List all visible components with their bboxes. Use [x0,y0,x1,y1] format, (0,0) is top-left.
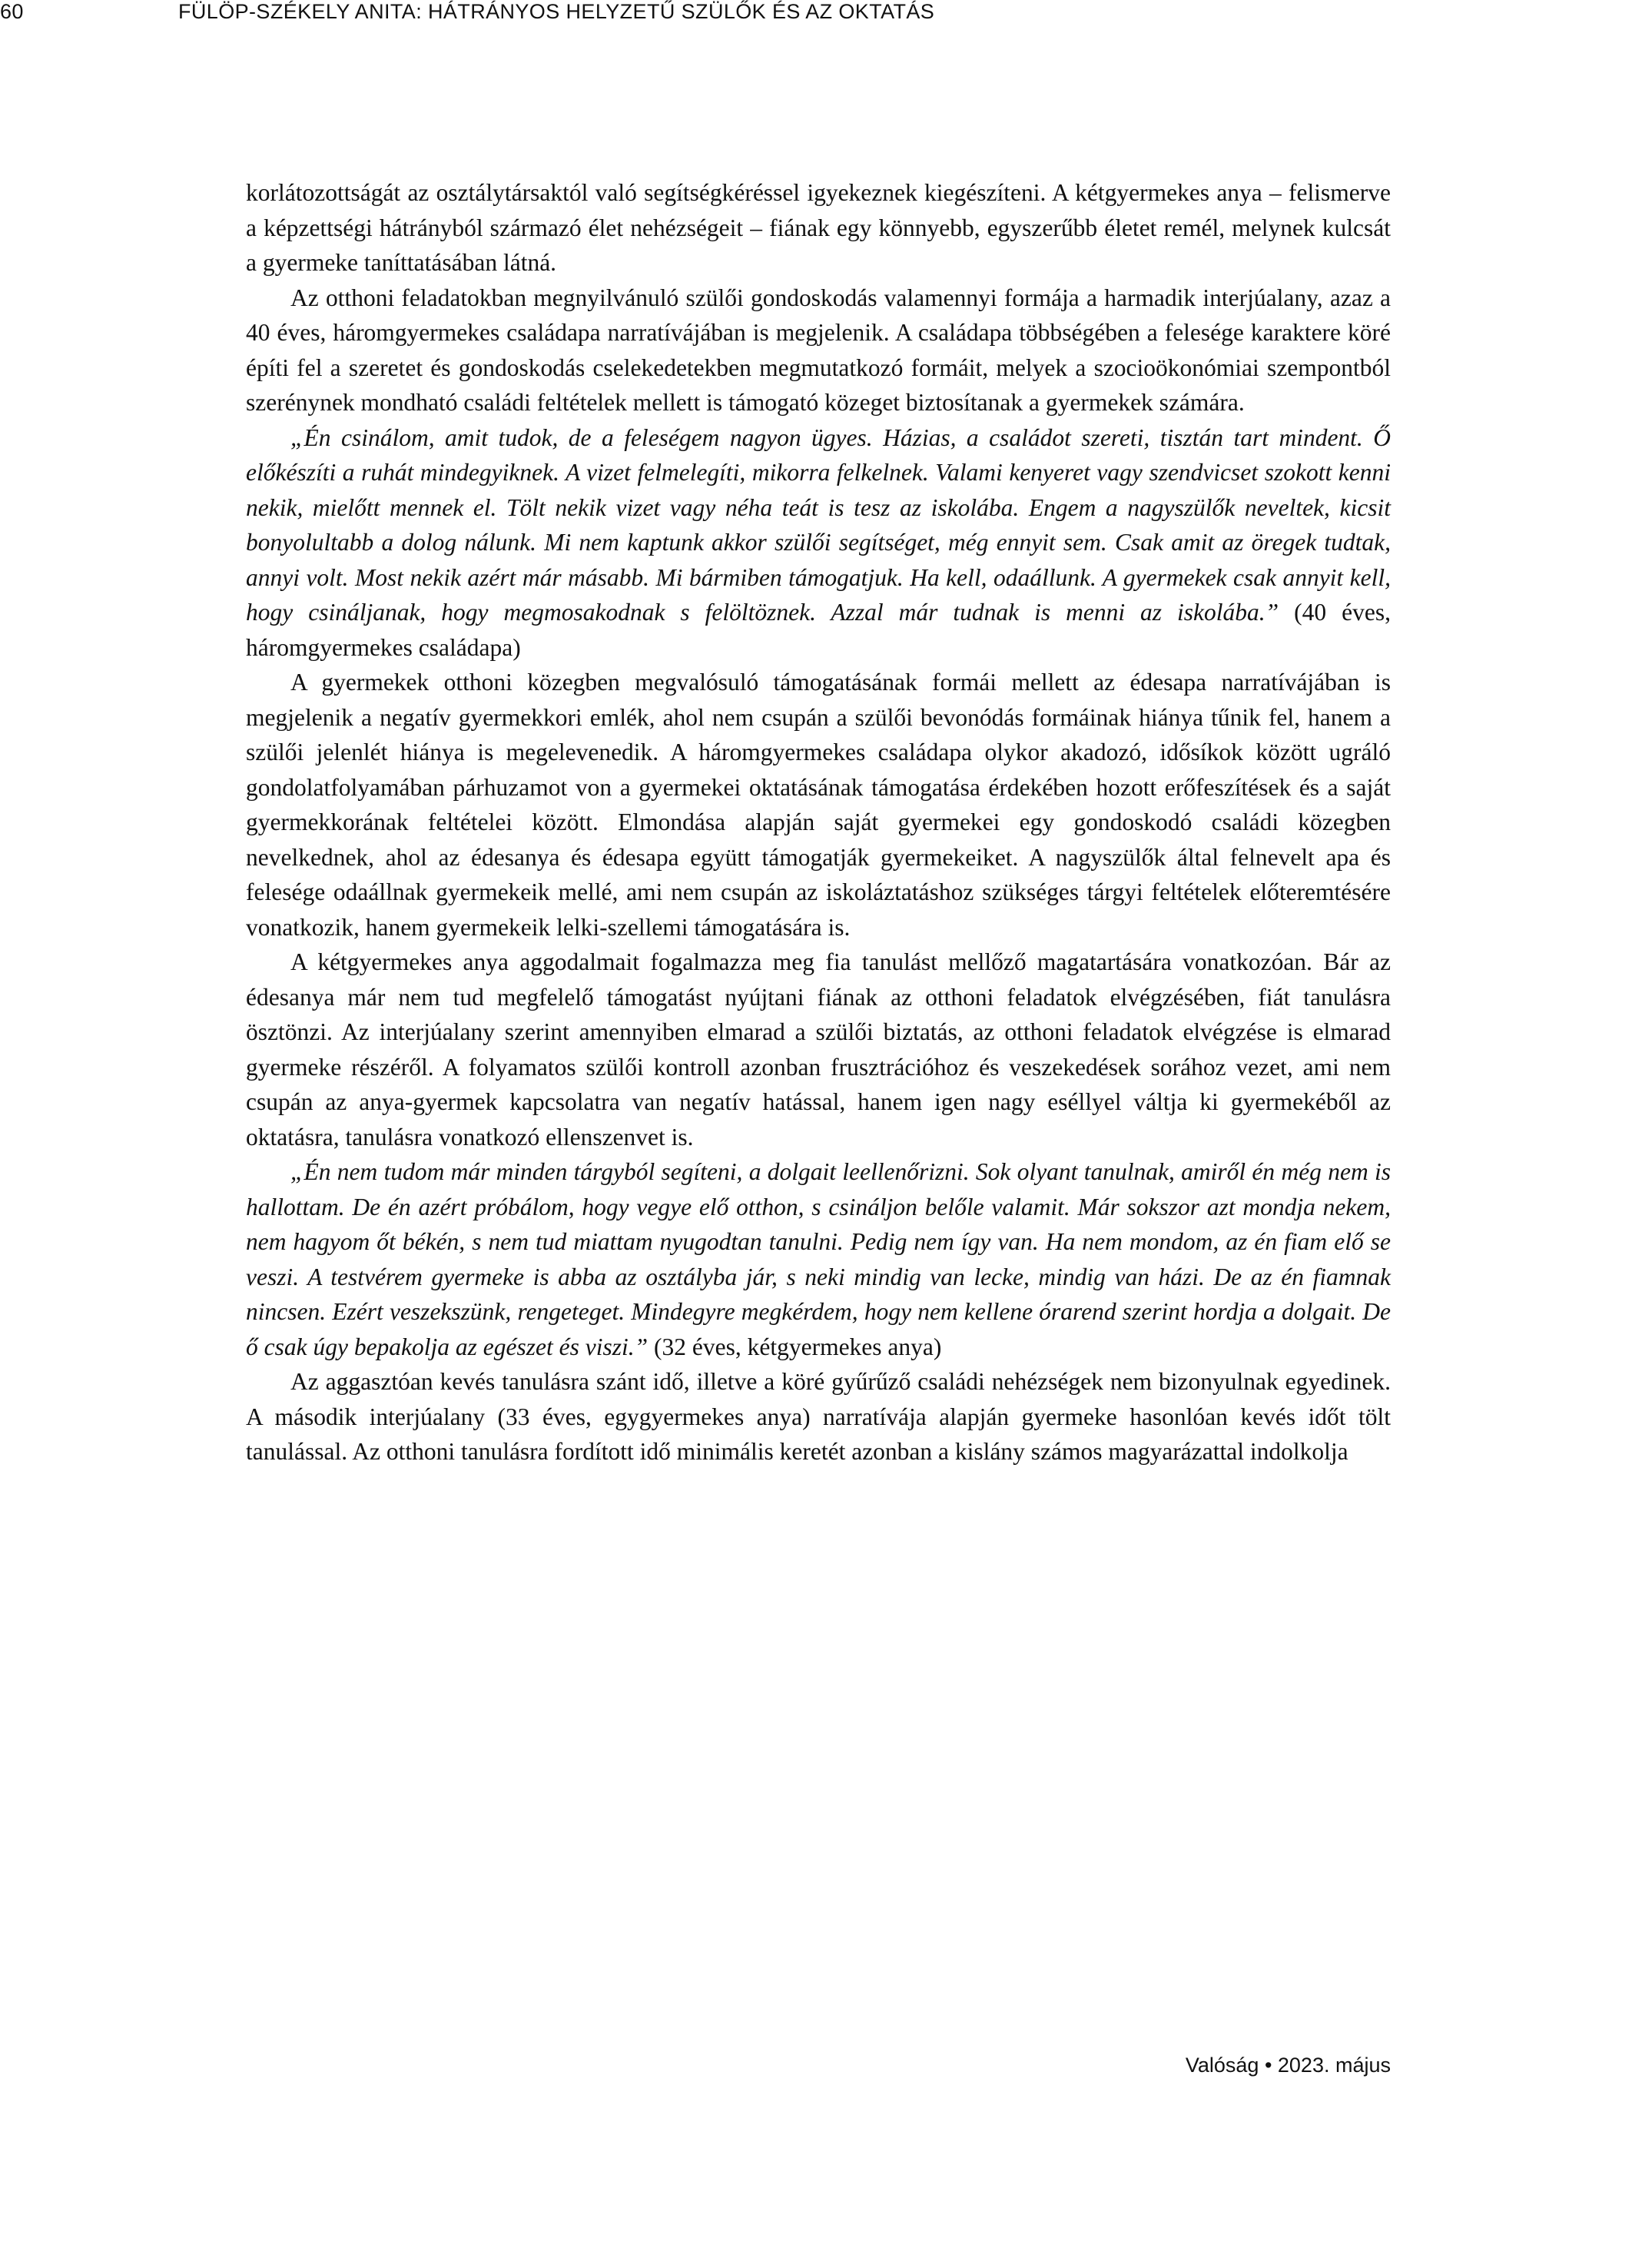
paragraph-1: korlátozottságát az osztálytársaktól való segítségkéréssel igyekeznek kiegészíteni. A kétgyermekes anya – felismerve a képzettségi hátrányból származó élet nehézségeit – fiának egy könnyebb, egyszerűbb életet remél, melynek kulcsát a gyermeke taníttatásában látná. [246,179,1391,276]
quotation-1-text: „Én csinálom, amit tudok, de a feleségem nagyon ügyes. Házias, a családot szereti, tisztán tart mindent. Ő előkészíti a ruhát mindegyiknek. A vizet felmelegíti, mikorra felkelnek. Valami kenyeret vagy szendvicset szokott kenni nekik, mielőtt mennek el. Tölt nekik vizet vagy néha teát is tesz az iskolába. Engem a nagyszülők neveltek, kicsit bonyolultabb a dolog nálunk. Mi nem kaptunk akkor szülői segítséget, még ennyit sem. Csak amit az öregek tudtak, annyi volt. Most nekik azért már másabb. Mi bármiben támogatjuk. Ha kell, odaállunk. A gyermekek csak annyit kell, hogy csináljanak, hogy megmosakodnak s felöltöznek. Azzal már tudnak is menni az iskolába.” [246,423,1391,626]
running-title: FÜLÖP-SZÉKELY ANITA: HÁTRÁNYOS HELYZETŰ SZÜLŐK ÉS AZ OKTATÁS [178,0,935,23]
quotation-2-text: „Én nem tudom már minden tárgyból segíteni, a dolgait leellenőrizni. Sok olyant tanulnak, amiről én még nem is hallottam. De én azért próbálom, hogy vegye elő otthon, s csináljon belőle valamit. Már sokszor azt mondja nekem, nem hagyom őt békén, s nem tud miattam nyugodtan tanulni. Pedig nem így van. Ha nem mondom, az én fiam elő se veszi. A testvérem gyermeke is abba az osztályba jár, s neki mindig van lecke, mindig van házi. De az én fiamnak nincsen. Ezért veszekszünk, rengeteget. Mindegyre megkérdem, hogy nem kellene órarend szerint hordja a dolgait. De ő csak úgy bepakolja az egészet és viszi.” [246,1158,1391,1360]
paragraph-5: Az aggasztóan kevés tanulásra szánt idő, illetve a köré gyűrűző családi nehézségek nem bizonyulnak egyedinek. A második interjúalany (33 éves, egygyermekes anya) narratívája alapján gyermeke hasonlóan kevés időt tölt tanulással. Az otthoni tanulásra fordított idő minimális keretét azonban a kislány számos magyarázattal indolkolja [246,1368,1391,1465]
running-head [0,0,1632,24]
paragraph-4: A kétgyermekes anya aggodalmait fogalmazza meg fia tanulást mellőző magatartására vonatkozóan. Bár az édesanya már nem tud megfelelő támogatást nyújtani fiának az otthoni feladatok elvégzésében, fiát tanulásra ösztönzi. Az interjúalany szerint amennyiben elmarad a szülői biztatás, az otthoni feladatok elvégzése is elmarad gyermeke részéről. A folyamatos szülői kontroll azonban frusztrációhoz és veszekedések sorához vezet, ami nem csupán az anya-gyermek kapcsolatra van negatív hatással, hanem igen nagy eséllyel váltja ki gyermekéből az oktatásra, tanulásra vonatkozó ellenszenvet is. [246,948,1391,1151]
page-footer: Valóság • 2023. május [1185,2054,1391,2077]
body-text [246,175,1391,1469]
paragraph-2: Az otthoni feladatokban megnyilvánuló szülői gondoskodás valamennyi formája a harmadik interjúalany, azaz a 40 éves, háromgyermekes családapa narratívájában is megjelenik. A családapa többségében a felesége karaktere köré építi fel a szeretet és gondoskodás cselekedetekben megmutatkozó formáit, melyek a szocioökonómiai szempontból szerénynek mondható családi feltételek mellett is támogató közeget biztosítanak a gyermekek számára. [246,284,1391,416]
quotation-2 [246,1154,1391,1364]
paragraph-3: A gyermekek otthoni közegben megvalósuló támogatásának formái mellett az édesapa narratívájában is megjelenik a negatív gyermekkori emlék, ahol nem csupán a szülői bevonódás formáinak hiánya tűnik fel, hanem a szülői jelenlét hiánya is megelevenedik. A háromgyermekes családapa olykor akadozó, idősíkok között ugráló gondolatfolyamában párhuzamot von a gyermekei oktatásának támogatása érdekében hozott erőfeszítések és a saját gyermekkorának feltételei között. Elmondása alapján saját gyermekei egy gondoskodó családi közegben nevelkednek, ahol az édesanya és édesapa együtt támogatják gyermekeiket. A nagyszülők által felnevelt apa és felesége odaállnak gyermekeik mellé, ami nem csupán az iskoláztatáshoz szükséges tárgyi feltételek előteremtésére vonatkozik, hanem gyermekeik lelki-szellemi támogatására is. [246,669,1391,941]
quotation-1 [246,420,1391,666]
quotation-1-attribution: (40 éves, háromgyermekes családapa) [246,599,1391,661]
page-number: 60 [0,0,24,23]
quotation-2-attribution: (32 éves, kétgyermekes anya) [654,1333,942,1360]
page-body [246,175,1391,1469]
